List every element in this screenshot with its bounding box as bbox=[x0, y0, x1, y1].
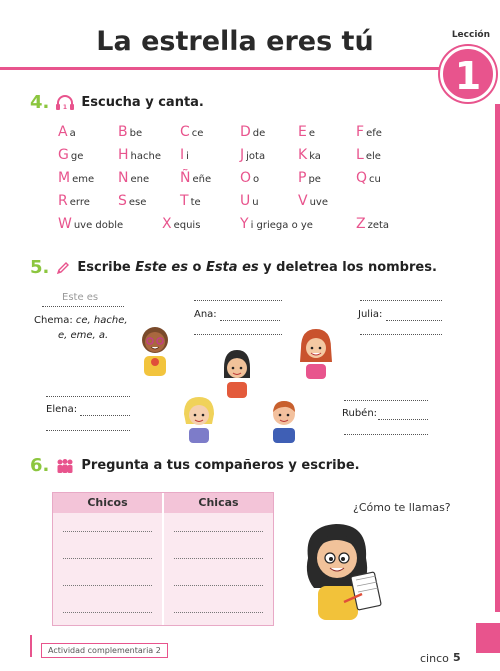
letter-name: ka bbox=[309, 151, 321, 162]
write-line[interactable] bbox=[344, 434, 428, 435]
example-name: Chema: bbox=[34, 315, 76, 326]
letter-capital: T bbox=[180, 193, 189, 209]
letter-capital: H bbox=[118, 147, 129, 163]
letter-capital: G bbox=[58, 147, 69, 163]
letter-name: u bbox=[252, 197, 259, 208]
letter-capital: L bbox=[356, 147, 364, 163]
letter-capital: O bbox=[240, 170, 252, 186]
alphabet-letter bbox=[356, 170, 381, 186]
write-line[interactable] bbox=[194, 300, 282, 301]
column-chicas bbox=[162, 513, 273, 625]
letter-capital: V bbox=[298, 193, 308, 209]
alphabet-letter bbox=[298, 124, 315, 140]
page-number: 5 bbox=[453, 651, 461, 664]
section-4-number: 4. bbox=[30, 92, 50, 113]
section-4-title: Escucha y canta. bbox=[81, 95, 204, 110]
write-line[interactable] bbox=[344, 400, 428, 401]
letter-name: equis bbox=[173, 220, 201, 231]
write-line[interactable] bbox=[174, 612, 263, 613]
alphabet-letter bbox=[356, 147, 381, 163]
name-label-ruben: Rubén: bbox=[342, 408, 378, 419]
alphabet-grid bbox=[58, 124, 458, 239]
letter-name: ese bbox=[128, 197, 147, 208]
letter-name: erre bbox=[69, 197, 90, 208]
section-5-number: 5. bbox=[30, 257, 50, 278]
alphabet-letter bbox=[118, 170, 149, 186]
names-table bbox=[52, 492, 274, 626]
write-line[interactable] bbox=[63, 612, 152, 613]
letter-capital: B bbox=[118, 124, 128, 140]
julia-illustration bbox=[296, 326, 336, 380]
alphabet-letter bbox=[180, 170, 211, 186]
alphabet-letter bbox=[180, 124, 203, 140]
write-line[interactable] bbox=[360, 300, 442, 301]
letter-name: cu bbox=[369, 174, 381, 185]
alphabet-letter bbox=[356, 216, 389, 232]
write-line[interactable] bbox=[63, 531, 152, 532]
track-number: 1 bbox=[63, 103, 68, 111]
letter-capital: A bbox=[58, 124, 68, 140]
alphabet-letter bbox=[298, 193, 328, 209]
ana-illustration bbox=[218, 346, 256, 400]
page-number-word: cinco bbox=[420, 652, 449, 665]
section-6-number: 6. bbox=[30, 455, 50, 476]
letter-capital: N bbox=[118, 170, 129, 186]
letter-name: ge bbox=[70, 151, 84, 162]
table-header bbox=[53, 493, 273, 513]
alphabet-row bbox=[58, 170, 458, 193]
write-line[interactable] bbox=[378, 419, 428, 420]
column-chicos bbox=[53, 513, 162, 625]
alphabet-letter bbox=[180, 193, 201, 209]
letter-name: be bbox=[129, 128, 143, 139]
letter-capital: Ñ bbox=[180, 170, 191, 186]
write-line[interactable] bbox=[46, 430, 130, 431]
write-line[interactable] bbox=[220, 320, 280, 321]
side-margin-bar bbox=[495, 104, 500, 612]
alphabet-row bbox=[58, 124, 458, 147]
letter-capital: R bbox=[58, 193, 68, 209]
write-line[interactable] bbox=[80, 415, 130, 416]
header-rule bbox=[0, 67, 440, 70]
alphabet-letter bbox=[180, 147, 189, 163]
letter-name: o bbox=[253, 174, 260, 185]
letter-name: a bbox=[69, 128, 76, 139]
alphabet-letter bbox=[58, 216, 123, 232]
alphabet-letter bbox=[118, 147, 161, 163]
section-4-heading bbox=[30, 92, 204, 113]
letter-capital: J bbox=[240, 147, 245, 163]
table-body bbox=[53, 513, 273, 625]
title-text: y deletrea los nombres. bbox=[258, 260, 437, 275]
section-5-title bbox=[77, 260, 437, 275]
alphabet-letter bbox=[356, 124, 382, 140]
letter-name: i bbox=[186, 151, 189, 162]
chema-illustration bbox=[136, 320, 174, 378]
letter-name: eme bbox=[72, 174, 95, 185]
headphones-icon bbox=[55, 95, 75, 111]
letter-capital: M bbox=[58, 170, 71, 186]
write-line[interactable] bbox=[63, 585, 152, 586]
alphabet-letter bbox=[58, 147, 83, 163]
letter-name: de bbox=[252, 128, 266, 139]
letter-capital: D bbox=[240, 124, 251, 140]
section-6-heading bbox=[30, 455, 360, 476]
letter-capital: Z bbox=[356, 216, 366, 232]
letter-name: zeta bbox=[367, 220, 390, 231]
alphabet-letter bbox=[298, 147, 321, 163]
example-spelling: e, eme, a. bbox=[58, 330, 109, 341]
girl-writing-illustration bbox=[296, 518, 388, 622]
letter-name: jota bbox=[246, 151, 266, 162]
letter-name: ce bbox=[191, 128, 204, 139]
write-line[interactable] bbox=[42, 306, 124, 307]
alphabet-letter bbox=[298, 170, 321, 186]
speech-question: ¿Cómo te llamas? bbox=[353, 501, 451, 514]
alphabet-letter bbox=[162, 216, 200, 232]
letter-capital: W bbox=[58, 216, 72, 232]
alphabet-row bbox=[58, 216, 458, 239]
alphabet-letter bbox=[240, 193, 259, 209]
activity-link[interactable]: Actividad complementaria 2 bbox=[41, 643, 168, 658]
write-line[interactable] bbox=[63, 558, 152, 559]
ruben-illustration bbox=[264, 396, 304, 444]
write-line[interactable] bbox=[174, 585, 263, 586]
alphabet-row bbox=[58, 193, 458, 216]
pencil-icon bbox=[55, 260, 71, 276]
section-5-heading bbox=[30, 257, 437, 278]
letter-capital: U bbox=[240, 193, 251, 209]
letter-name: te bbox=[190, 197, 201, 208]
letter-name: hache bbox=[130, 151, 161, 162]
letter-capital: Q bbox=[356, 170, 368, 186]
write-line[interactable] bbox=[360, 334, 442, 335]
corner-tab bbox=[476, 623, 500, 653]
letter-capital: I bbox=[180, 147, 185, 163]
title-emphasis: Este es bbox=[135, 260, 188, 275]
alphabet-letter bbox=[240, 147, 265, 163]
title-text: Escribe bbox=[77, 260, 136, 275]
name-label-ana: Ana: bbox=[194, 309, 217, 320]
alphabet-letter bbox=[118, 124, 142, 140]
footer-accent-line bbox=[30, 635, 32, 657]
alphabet-row bbox=[58, 147, 458, 170]
title-emphasis: Esta es bbox=[205, 260, 259, 275]
example-chema bbox=[34, 313, 128, 343]
page-title: La estrella eres tú bbox=[96, 26, 374, 57]
lesson-number-badge: 1 bbox=[440, 46, 496, 102]
letter-name: pe bbox=[308, 174, 321, 185]
letter-name: i griega o ye bbox=[250, 220, 313, 231]
section-6-title: Pregunta a tus compañeros y escribe. bbox=[81, 458, 360, 473]
letter-name: uve bbox=[309, 197, 328, 208]
alphabet-letter bbox=[240, 216, 313, 232]
people-icon bbox=[55, 458, 75, 474]
letter-name: e bbox=[308, 128, 316, 139]
letter-capital: Y bbox=[240, 216, 249, 232]
alphabet-letter bbox=[58, 193, 90, 209]
letter-capital: E bbox=[298, 124, 307, 140]
alphabet-letter bbox=[118, 193, 146, 209]
elena-illustration bbox=[178, 394, 220, 444]
alphabet-letter bbox=[240, 170, 259, 186]
name-label-julia: Julia: bbox=[358, 309, 383, 320]
write-line[interactable] bbox=[174, 531, 263, 532]
letter-capital: C bbox=[180, 124, 190, 140]
letter-name: eñe bbox=[192, 174, 212, 185]
write-line[interactable] bbox=[174, 558, 263, 559]
alphabet-letter bbox=[58, 124, 76, 140]
letter-capital: P bbox=[298, 170, 307, 186]
lesson-label: Lección bbox=[451, 30, 490, 40]
column-header-chicos: Chicos bbox=[87, 496, 128, 509]
letter-capital: K bbox=[298, 147, 308, 163]
write-line[interactable] bbox=[194, 334, 282, 335]
letter-name: uve doble bbox=[73, 220, 124, 231]
letter-name: efe bbox=[366, 128, 382, 139]
write-line[interactable] bbox=[46, 396, 130, 397]
letter-capital: F bbox=[356, 124, 365, 140]
letter-capital: S bbox=[118, 193, 127, 209]
alphabet-letter bbox=[58, 170, 94, 186]
letter-name: ene bbox=[130, 174, 150, 185]
letter-name: ele bbox=[365, 151, 381, 162]
letter-capital: X bbox=[162, 216, 172, 232]
name-label-elena: Elena: bbox=[46, 404, 78, 415]
example-spelling: ce, hache, bbox=[75, 315, 128, 326]
alphabet-letter bbox=[240, 124, 265, 140]
column-header-chicas: Chicas bbox=[162, 493, 273, 513]
write-line[interactable] bbox=[386, 320, 442, 321]
example-hint: Este es bbox=[62, 292, 99, 303]
title-text: o bbox=[187, 260, 206, 275]
